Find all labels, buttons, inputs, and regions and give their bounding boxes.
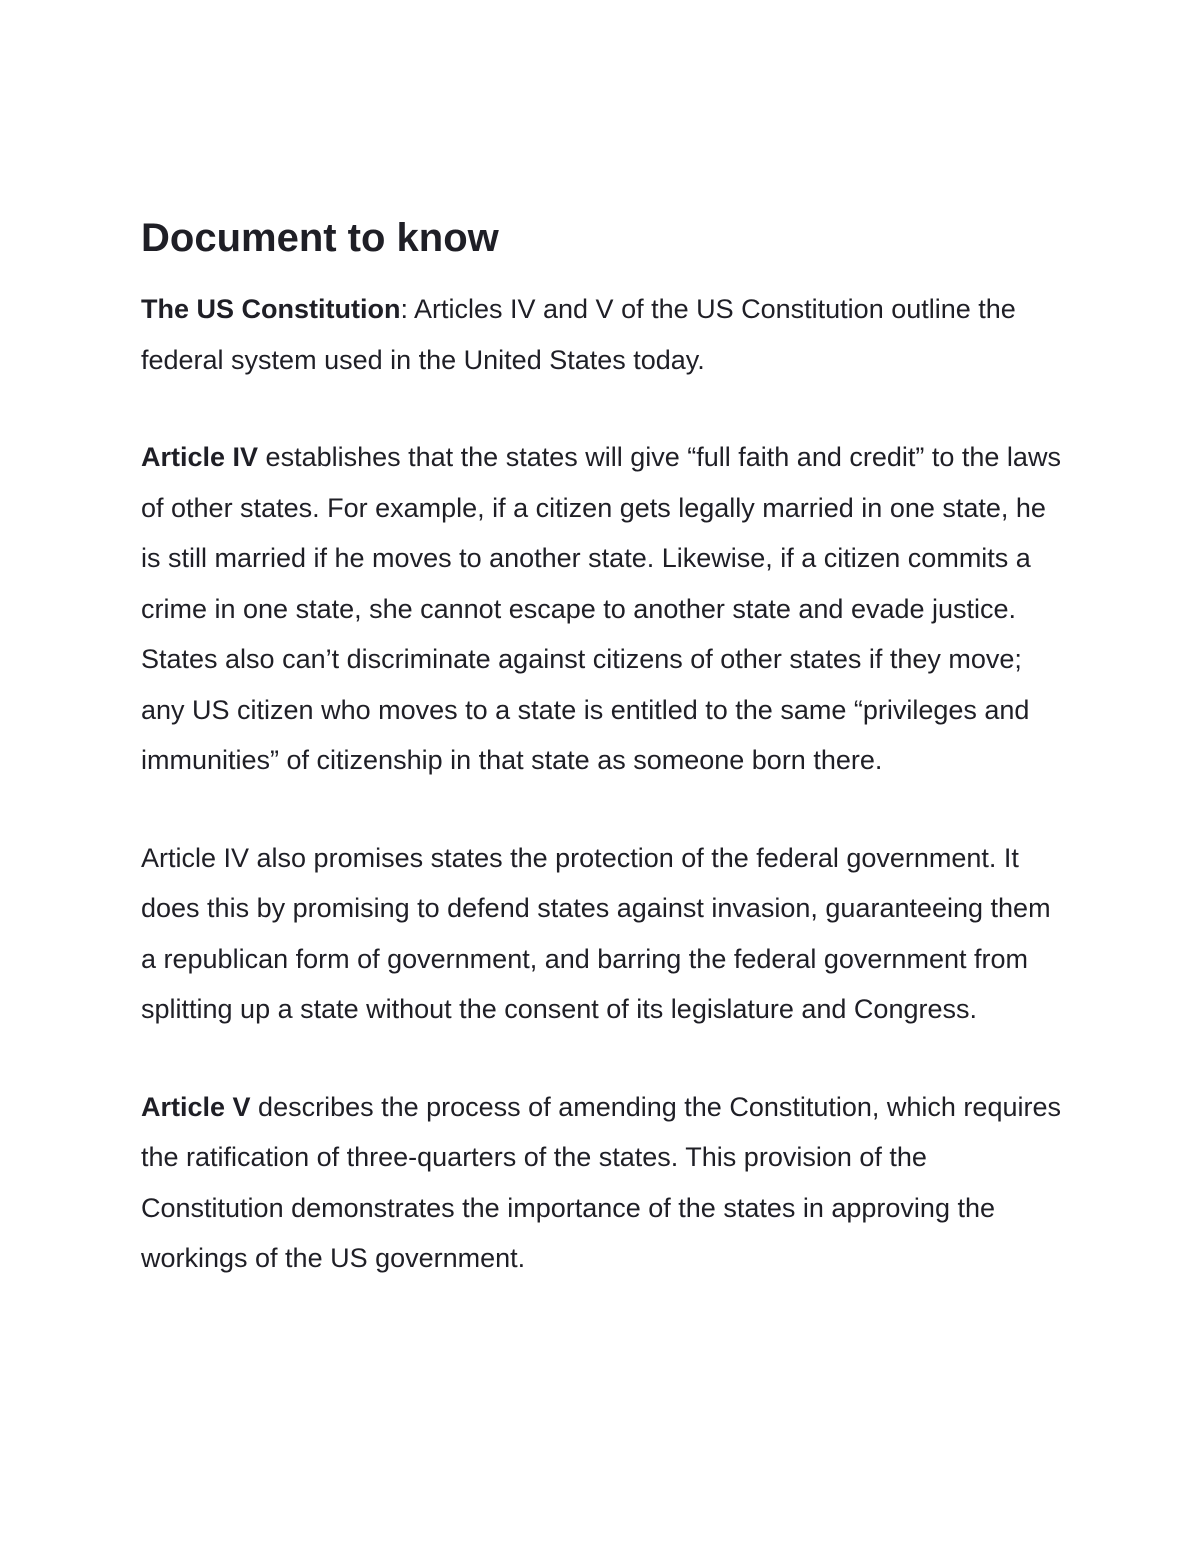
paragraph-text: Article IV also promises states the protection of the federal government. It does this by promising to defend states against invasion, guaranteeing them a republican form of government, and barring the federal government from splitting up a state without the consent of its legislature and Congress. <box>141 842 1051 1024</box>
paragraph-text: establishes that the states will give “full faith and credit” to the laws of other states. For example, if a citizen gets legally married in one state, he is still married if he moves to another state. Likewise, if a citizen commits a crime in one state, she cannot escape to another state and evade justice. States also can’t discriminate against citizens of other states if they move; any US citizen who moves to a state is entitled to the same “privileges and immunities” of citizenship in that state as someone born there. <box>141 442 1061 775</box>
paragraph-lead: Article IV <box>141 442 259 472</box>
paragraph-text: describes the process of amending the Constitution, which requires the ratification of three-quarters of the states. This provision of the Constitution demonstrates the importance of the states in approving the workings of the US government. <box>141 1091 1061 1273</box>
paragraph-article-iv-protection <box>141 833 1071 1035</box>
document-body <box>141 212 1071 1331</box>
paragraph-text: : Articles IV and V of the US Constitution outline the federal system used in the United States today. <box>141 294 1016 375</box>
paragraph-us-constitution <box>141 284 1071 385</box>
paragraph-article-iv <box>141 432 1071 786</box>
paragraph-article-v <box>141 1082 1071 1284</box>
document-title: Document to know <box>141 216 499 260</box>
paragraph-lead: Article V <box>141 1091 251 1122</box>
paragraph-lead: The US Constitution <box>141 294 401 324</box>
